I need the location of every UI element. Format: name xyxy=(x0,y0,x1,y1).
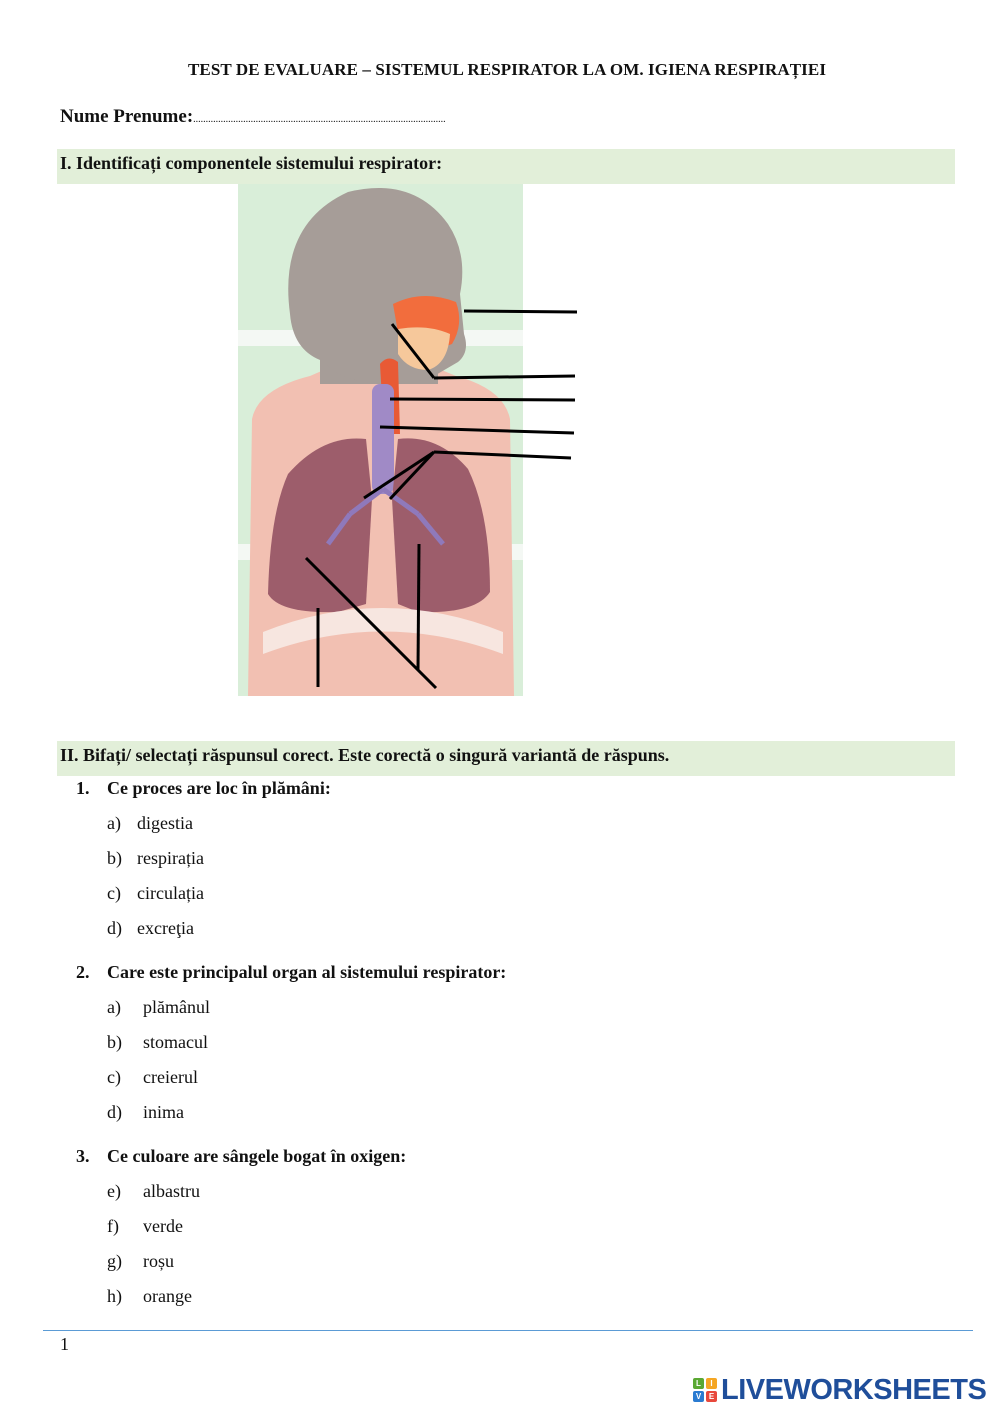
option-letter: a) xyxy=(107,997,121,1017)
option-text: excreţia xyxy=(137,918,194,938)
option-letter: c) xyxy=(107,1067,121,1087)
question-text: Ce culoare are sângele bogat în oxigen: xyxy=(107,1146,407,1166)
question-3-option-f[interactable] xyxy=(107,1216,183,1237)
option-letter: d) xyxy=(107,1102,122,1122)
brand-letter-i: I xyxy=(706,1378,717,1389)
option-text: digestia xyxy=(137,813,193,833)
option-text: orange xyxy=(143,1286,192,1306)
question-1-option-a[interactable] xyxy=(107,813,193,834)
question-3-option-g[interactable] xyxy=(107,1251,174,1272)
option-letter: g) xyxy=(107,1251,122,1271)
name-field xyxy=(60,106,446,128)
brand-letter-v: V xyxy=(693,1391,704,1402)
option-letter: e) xyxy=(107,1181,121,1201)
option-letter: b) xyxy=(107,848,122,868)
footer-divider xyxy=(43,1330,973,1331)
option-letter: c) xyxy=(107,883,121,903)
question-3 xyxy=(76,1146,406,1167)
option-text: stomacul xyxy=(143,1032,208,1052)
option-text: verde xyxy=(143,1216,183,1236)
question-1 xyxy=(76,778,331,799)
brand-name: LIVEWORKSHEETS xyxy=(721,1373,987,1406)
option-letter: f) xyxy=(107,1216,119,1236)
question-2 xyxy=(76,962,506,983)
brand-letter-l: L xyxy=(693,1378,704,1389)
option-text: roșu xyxy=(143,1251,174,1271)
question-1-option-d[interactable] xyxy=(107,918,194,939)
leader-line-10 xyxy=(418,544,419,670)
option-text: inima xyxy=(143,1102,184,1122)
option-text: respirația xyxy=(137,848,204,868)
question-1-option-b[interactable] xyxy=(107,848,204,869)
question-number: 3. xyxy=(76,1146,90,1166)
option-text: albastru xyxy=(143,1181,200,1201)
option-letter: h) xyxy=(107,1286,122,1306)
option-text: circulația xyxy=(137,883,204,903)
section-1-heading: I. Identificați componentele sistemului respirator: xyxy=(57,149,955,184)
section-2-heading: II. Bifați/ selectați răspunsul corect. Este corectă o singură variantă de răspuns. xyxy=(57,741,955,776)
option-letter: d) xyxy=(107,918,122,938)
question-2-option-d[interactable] xyxy=(107,1102,184,1123)
question-text: Care este principalul organ al sistemului respirator: xyxy=(107,962,507,982)
question-2-option-c[interactable] xyxy=(107,1067,198,1088)
option-text: creierul xyxy=(143,1067,198,1087)
option-text: plămânul xyxy=(143,997,210,1017)
question-2-option-b[interactable] xyxy=(107,1032,208,1053)
question-3-option-h[interactable] xyxy=(107,1286,192,1307)
name-label: Nume Prenume: xyxy=(60,106,194,127)
question-number: 2. xyxy=(76,962,90,982)
page-title: TEST DE EVALUARE – SISTEMUL RESPIRATOR LA OM. IGIENA RESPIRAȚIEI xyxy=(187,60,827,79)
question-number: 1. xyxy=(76,778,90,798)
option-letter: b) xyxy=(107,1032,122,1052)
question-2-option-a[interactable] xyxy=(107,997,210,1018)
question-1-option-c[interactable] xyxy=(107,883,204,904)
leader-line-4 xyxy=(390,399,575,400)
brand-letter-e: E xyxy=(706,1391,717,1402)
brand-grid-icon xyxy=(693,1378,717,1402)
liveworksheets-logo[interactable] xyxy=(693,1374,986,1406)
question-3-option-e[interactable] xyxy=(107,1181,200,1202)
page-number: 1 xyxy=(60,1334,69,1354)
option-letter: a) xyxy=(107,813,121,833)
leader-line-1 xyxy=(464,311,577,312)
respiratory-system-diagram xyxy=(238,184,583,699)
name-dots[interactable]: ..................................................................................................... xyxy=(193,114,446,125)
question-text: Ce proces are loc în plămâni: xyxy=(107,778,331,798)
leader-line-3 xyxy=(434,376,575,378)
